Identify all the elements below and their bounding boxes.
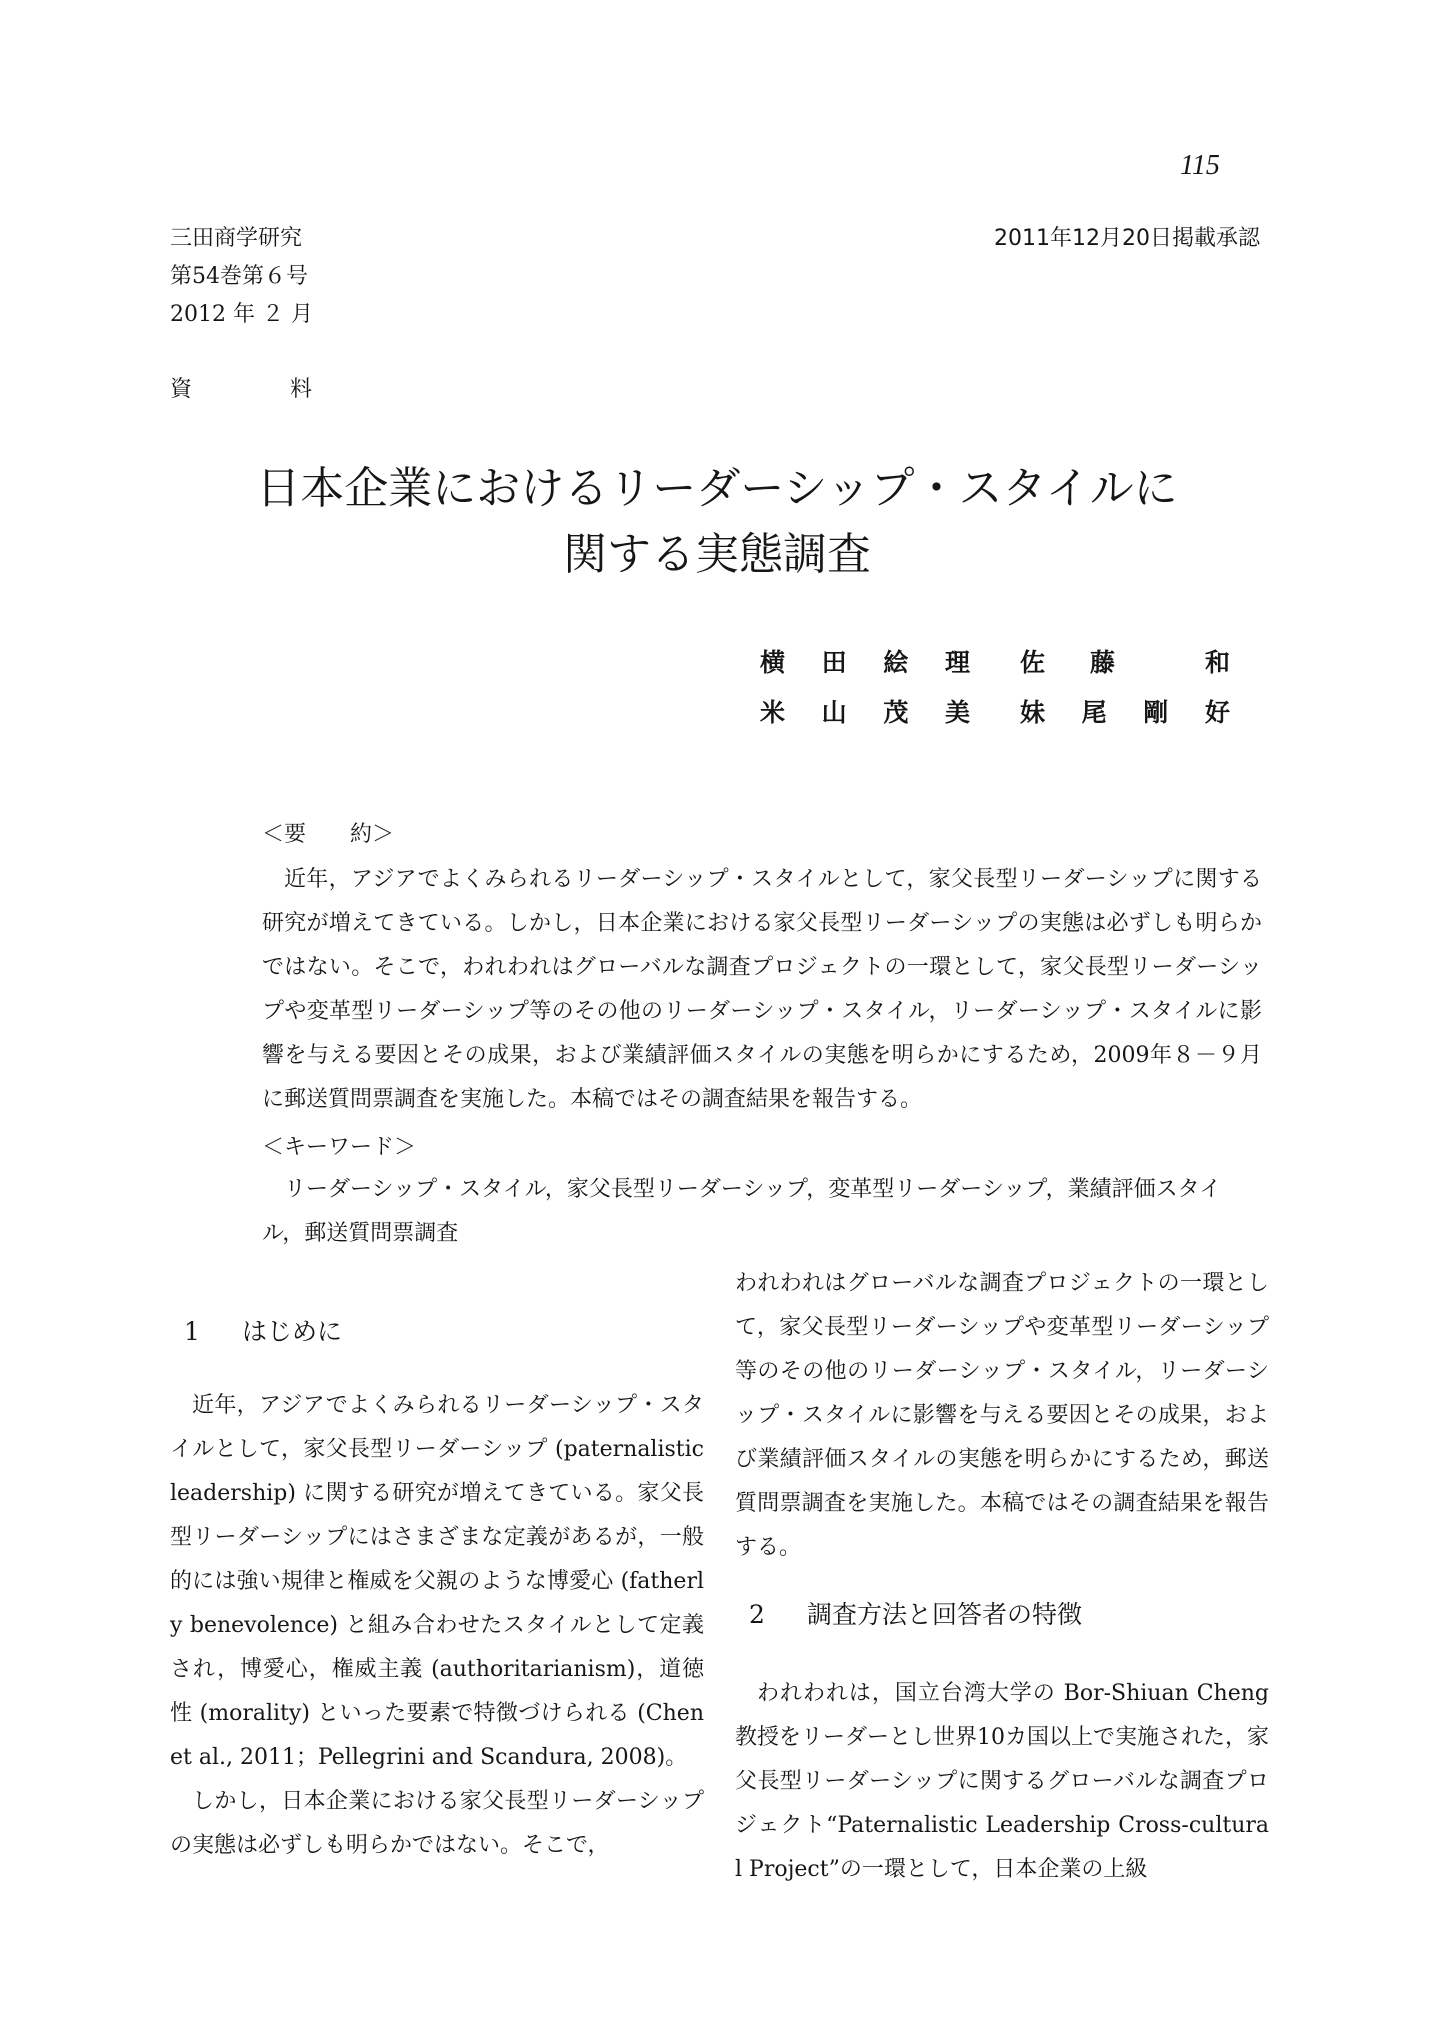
section-title: はじめに <box>241 1317 342 1346</box>
author-char: 米 <box>760 698 786 727</box>
title-line: 日本企業におけるリーダーシップ・スタイルに <box>256 463 1178 514</box>
author-char: 好 <box>1204 698 1230 727</box>
author <box>1020 693 1230 729</box>
author-char: 藤 <box>1090 648 1116 677</box>
author-char: 和 <box>1204 648 1230 677</box>
journal-info <box>170 220 313 334</box>
page-number: 115 <box>1180 150 1220 181</box>
author <box>1020 643 1230 679</box>
paragraph: われわれはグローバルな調査プロジェクトの一環として，家父長型リーダーシップや変革型リーダーシップ等のその他のリーダーシップ・スタイル，リーダーシップ・スタイルに影響を与える要因とその成果，および業績評価スタイルの実態を明らかにするため，郵送質問票調査を実施した。本稿ではその調査結果を報告する。 <box>735 1271 1269 1560</box>
abstract-heading: ＜要 約＞ <box>262 822 395 847</box>
author-row <box>760 636 1230 686</box>
author-char: 絵 <box>883 648 909 677</box>
section-heading <box>170 1302 704 1362</box>
abstract-body: 近年，アジアでよくみられるリーダーシップ・スタイルとして，家父長型リーダーシップに関する研究が増えてきている。しかし，日本企業における家父長型リーダーシップの実態は必ずしも明らかではない。そこで，われわれはグローバルな調査プロジェクトの一環として，家父長型リーダーシップや変革型リーダーシップ等のその他のリーダーシップ・スタイル，リーダーシップ・スタイルに影響を与える要因とその成果，および業績評価スタイルの実態を明らかにするため，2009年８－９月に郵送質問票調査を実施した。本稿ではその調査結果を報告する。 <box>262 867 1262 1112</box>
section-title: 調査方法と回答者の特徴 <box>806 1600 1082 1629</box>
author-char: 田 <box>821 648 847 677</box>
author-char: 尾 <box>1081 698 1107 727</box>
author <box>760 693 970 729</box>
keywords-body: リーダーシップ・スタイル，家父長型リーダーシップ，変革型リーダーシップ，業績評価スタイル，郵送質問票調査 <box>262 1177 1222 1246</box>
section-number: 1 <box>184 1317 200 1346</box>
paper-title <box>120 456 1314 588</box>
doc-type-char: 資 <box>170 377 193 402</box>
title-line: 関する実態調査 <box>563 529 871 580</box>
keywords-heading: ＜キーワード＞ <box>262 1135 417 1160</box>
journal-date: 2012 年 ２ 月 <box>170 302 313 327</box>
doc-type-char: 料 <box>289 377 312 402</box>
approval-date: 2011年12月20日掲載承認 <box>994 226 1260 251</box>
author-char: 妹 <box>1020 698 1046 727</box>
paragraph: しかし，日本企業における家父長型リーダーシップの実態は必ずしも明らかではない。そこで， <box>170 1789 704 1858</box>
author-char: 横 <box>760 648 786 677</box>
journal-name: 三田商学研究 <box>170 226 303 251</box>
paragraph: 近年，アジアでよくみられるリーダーシップ・スタイルとして，家父長型リーダーシップ (paternalistic leadership) に関する研究が増えてきている。家父長型リーダーシップにはさまざまな定義があるが，一般的には強い規律と権威を父親のような博愛心 (fatherly benevolence) と組み合わせたスタイルとして定義され，博愛心，権威主義 (authoritarianism)，道徳性 (morality) といった要素で特徴づけられる (Chen et al., 2011；Pellegrini and Scandura, 2008)。 <box>170 1393 704 1770</box>
author-list <box>760 636 1230 736</box>
left-column <box>170 1302 704 1868</box>
author-char: 美 <box>944 698 970 727</box>
author <box>760 643 970 679</box>
right-column <box>735 1262 1269 1892</box>
author-char: 佐 <box>1020 648 1046 677</box>
paragraph: われわれは，国立台湾大学の Bor-Shiuan Cheng 教授をリーダーとし世界10カ国以上で実施された，家父長型リーダーシップに関するグローバルな調査プロジェクト“Paternalistic Leadership Cross-cultural Project”の一環として，日本企業の上級 <box>735 1681 1269 1882</box>
document-type <box>170 372 312 403</box>
author-char: 剛 <box>1143 698 1169 727</box>
author-char: 理 <box>944 648 970 677</box>
section-number: 2 <box>749 1600 765 1629</box>
author-row <box>760 686 1230 736</box>
author-char: 山 <box>821 698 847 727</box>
journal-volume: 第54巻第６号 <box>170 264 308 289</box>
section-heading <box>735 1570 1269 1660</box>
author-char: 茂 <box>883 698 909 727</box>
